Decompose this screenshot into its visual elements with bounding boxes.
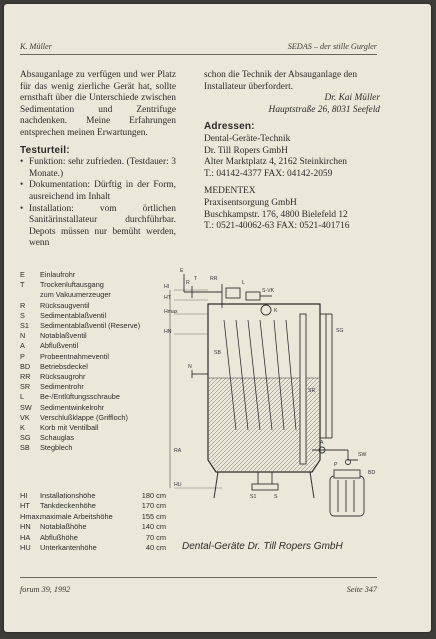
address-line: Praxisentsorgung GmbH: [204, 197, 297, 208]
legend-row: K Korb mit Ventilball: [20, 423, 99, 433]
test-heading: Testurteil:: [20, 144, 70, 156]
running-header-title: SEDAS – der stille Gurgler: [287, 42, 377, 51]
diagram-caption: Dental-Geräte Dr. Till Ropers GmbH: [182, 541, 343, 552]
height-row: HU Unterkantenhöhe 40 cm: [20, 543, 166, 553]
legend-row: SW Sedimentwinkelrohr: [20, 402, 105, 412]
running-header-author: K. Müller: [20, 42, 52, 51]
label-SVK: S-VK: [262, 288, 275, 294]
label-Hmax: Hmax: [164, 309, 178, 315]
height-row: HA Abflußhöhe 70 cm: [20, 532, 166, 542]
document-page: [4, 4, 431, 632]
height-row: HT Tankdeckenhöhe 170 cm: [20, 501, 166, 511]
legend-row: R Rücksaugventil: [20, 300, 90, 310]
label-L: L: [242, 280, 245, 286]
height-row: Hmax. maximale Arbeitshöhe 155 cm: [20, 511, 166, 521]
legend-row: SR Sedimentrohr: [20, 382, 84, 392]
sedimentation-tank-diagram: [162, 262, 384, 532]
label-SW: SW: [358, 452, 367, 458]
legend-row: E Einlaufrohr: [20, 270, 76, 279]
footer-rule: [20, 577, 377, 578]
label-RA: RA: [174, 448, 182, 454]
label-SR: SR: [308, 388, 316, 394]
label-HN: HN: [164, 329, 172, 335]
continued-paragraph: schon die Technik der Absauganlage den Installateur überfordert.: [204, 70, 358, 92]
label-T: T: [194, 276, 198, 282]
collection-drum: [330, 470, 364, 516]
right-column: [204, 70, 380, 233]
label-SB: SB: [214, 350, 221, 356]
left-column: [20, 70, 176, 250]
label-BD: BD: [368, 470, 376, 476]
legend-list: [20, 270, 180, 454]
label-A: A: [320, 440, 324, 446]
label-S1: S1: [250, 494, 257, 500]
legend-row: zum Vakuumerzeuger: [40, 290, 111, 300]
label-R: R: [186, 280, 190, 286]
footer-source: forum 39, 1992: [20, 585, 71, 594]
legend-row: L Be-/Entlüftungsschraube: [20, 392, 120, 402]
test-list: [20, 157, 176, 250]
legend-row: N Notablaßventil: [20, 331, 87, 341]
legend-row: S1 Sedimentablaßventil (Reserve): [20, 321, 141, 331]
legend-row: BD Betriebsdeckel: [20, 361, 88, 371]
label-HU: HU: [174, 482, 182, 488]
sediment-tube: [300, 314, 306, 464]
legend-row: SG Schauglas: [20, 433, 75, 443]
legend-row: T Trockenluftausgang: [20, 280, 104, 290]
label-HI: HI: [164, 284, 170, 290]
address-line: Dr. Till Ropers GmbH: [204, 145, 288, 156]
legend-row: A Abflußventil: [20, 341, 79, 351]
sight-glass: [320, 314, 332, 438]
tank-legs: [214, 472, 314, 498]
legend-row: SB Stegblech: [20, 443, 73, 453]
label-K: K: [274, 308, 278, 314]
header-rule: [20, 54, 377, 55]
test-item: • Funktion: sehr zufrieden. (Testdauer: 3 Monate.): [20, 157, 176, 180]
height-row: HI Installationshöhe 180 cm: [20, 491, 166, 500]
legend-row: RR Rücksaugrohr: [20, 372, 86, 382]
legend-row: VK Verschlußklappe (Griffloch): [20, 412, 128, 422]
address-line: T.: 0521-40062-63 FAX: 0521-401716: [204, 221, 350, 232]
legend-row: S Sedimentablaßventil: [20, 310, 107, 320]
test-item: • Dokumentation: Dürftig in der Form, ausreichend im Inhalt: [20, 180, 176, 203]
label-E: E: [180, 268, 184, 274]
page-number: Seite 347: [346, 585, 377, 594]
address-line: Alter Marktplatz 4, 2162 Steinkirchen: [204, 157, 347, 168]
label-SG: SG: [336, 328, 344, 334]
legend-row: P Probeentnahmeventil: [20, 351, 109, 361]
label-HT: HT: [164, 295, 171, 301]
test-item: • Installation: vom örtlichen Sanitärinstallateur durchführbar. Depots müssen nur bemüht werden, wenn: [20, 204, 176, 250]
address-line: T.: 04142-4377 FAX: 04142-2059: [204, 168, 333, 179]
signature-name: Dr. Kai Müller: [324, 93, 380, 104]
address-line: MEDENTEX: [204, 186, 256, 197]
address-line: Dental-Geräte-Technik: [204, 133, 291, 144]
label-S: S: [274, 494, 278, 500]
addresses-heading: Adressen:: [204, 121, 255, 133]
label-RR: RR: [210, 276, 218, 282]
heights-list: [20, 491, 166, 553]
label-N: N: [188, 364, 192, 370]
address-line: Buschkampstr. 176, 4800 Bielefeld 12: [204, 209, 348, 220]
intro-paragraph: Absauganlage zu verfügen und wer Platz für das wenig zierliche Gerät hat, sollte ernsthaft über die Unterschiede zwischen Sedimentation und Zentrifuge nachdenken. Meine Erfahrungen entsprechen meinen Erwartungen.: [20, 70, 176, 138]
height-row: HN Notablaßhöhe 140 cm: [20, 522, 166, 532]
signature-address: Hauptstraße 26, 8031 Seefeld: [268, 104, 380, 115]
label-P: P: [334, 462, 338, 468]
